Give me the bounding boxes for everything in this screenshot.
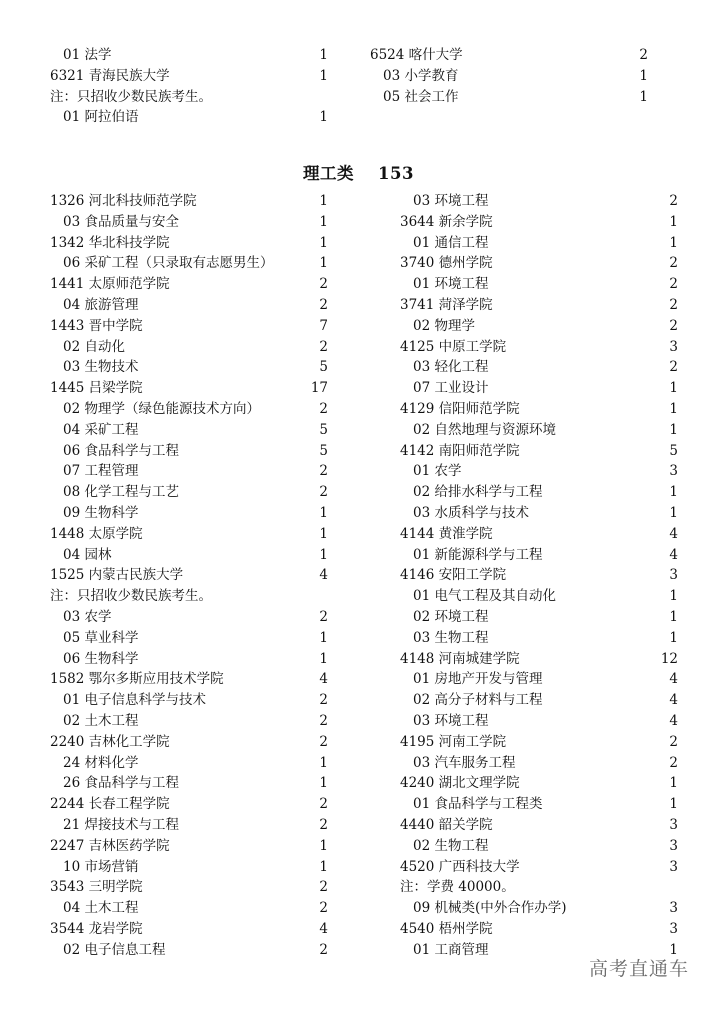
entry-text: 注：学费 40000。 [400, 879, 515, 896]
entry-text: 1582 鄂尔多斯应用技术学院 [50, 671, 224, 688]
entry-text: 21 焊接技术与工程 [63, 816, 179, 833]
entry-text: 04 土木工程 [63, 900, 139, 917]
entry-count: 5 [669, 442, 678, 459]
entry-text: 02 自然地理与资源环境 [413, 421, 556, 438]
entry-text: 01 新能源科学与工程 [413, 546, 543, 563]
entry-text: 02 高分子材料与工程 [413, 692, 543, 709]
top-left-column [50, 45, 328, 128]
entry-count: 1 [669, 941, 678, 958]
entry-count: 1 [669, 380, 678, 397]
school-row [400, 565, 678, 586]
major-row [400, 898, 678, 919]
entry-text: 2244 长春工程学院 [50, 796, 170, 813]
entry-text: 06 采矿工程（只录取有志愿男生） [63, 255, 274, 272]
entry-count: 2 [319, 338, 328, 355]
entry-text: 04 园林 [63, 546, 112, 563]
entry-text: 02 物理学（绿色能源技术方向） [63, 400, 260, 417]
school-row [400, 295, 678, 316]
entry-text: 02 环境工程 [413, 608, 489, 625]
entry-text: 06 食品科学与工程 [63, 442, 179, 459]
entry-count: 1 [319, 837, 328, 854]
entry-text: 2240 吉林化工学院 [50, 733, 170, 750]
entry-count: 2 [669, 359, 678, 376]
entry-text: 03 食品质量与安全 [63, 213, 179, 230]
major-row [400, 607, 678, 628]
entry-count: 4 [669, 671, 678, 688]
entry-text: 4520 广西科技大学 [400, 858, 520, 875]
entry-count: 2 [669, 193, 678, 209]
entry-count: 2 [319, 941, 328, 958]
entry-count: 1 [669, 629, 678, 646]
section-heading [0, 160, 717, 184]
entry-count: 2 [669, 255, 678, 272]
major-row [400, 274, 678, 295]
entry-text: 01 工商管理 [413, 941, 489, 958]
entry-text: 08 化学工程与工艺 [63, 484, 179, 501]
school-row [400, 441, 678, 462]
entry-text: 02 给排水科学与工程 [413, 484, 543, 501]
entry-count: 1 [669, 213, 678, 230]
school-row [400, 919, 678, 940]
school-row [50, 524, 328, 545]
school-row [400, 399, 678, 420]
entry-text: 07 工程管理 [63, 463, 139, 480]
entry-count: 2 [319, 733, 328, 750]
major-row [50, 898, 328, 919]
entry-text: 注：只招收少数民族考生。 [50, 588, 212, 605]
entry-text: 01 通信工程 [413, 234, 489, 251]
top-right-column [370, 45, 648, 107]
entry-text: 01 农学 [413, 463, 462, 480]
entry-count: 17 [310, 380, 328, 397]
note-row [50, 87, 328, 108]
entry-text: 6524 喀什大学 [370, 47, 463, 63]
entry-text: 4144 黄淮学院 [400, 525, 493, 542]
entry-count: 3 [669, 816, 678, 833]
entry-count: 12 [660, 650, 678, 667]
major-row [400, 711, 678, 732]
note-row [50, 586, 328, 607]
major-row [50, 690, 328, 711]
entry-text: 02 生物工程 [413, 837, 489, 854]
entry-text: 03 生物工程 [413, 629, 489, 646]
school-row [400, 732, 678, 753]
entry-text: 03 农学 [63, 608, 112, 625]
entry-text: 1342 华北科技学院 [50, 234, 170, 251]
school-row [400, 337, 678, 358]
entry-text: 3543 三明学院 [50, 879, 143, 896]
major-row [50, 441, 328, 462]
entry-text: 06 生物科学 [63, 650, 139, 667]
school-row [50, 877, 328, 898]
major-row [400, 191, 678, 212]
major-row [50, 753, 328, 774]
entry-text: 26 食品科学与工程 [63, 775, 179, 792]
entry-text: 04 采矿工程 [63, 421, 139, 438]
entry-count: 1 [669, 775, 678, 792]
entry-count: 1 [319, 629, 328, 646]
entry-count: 1 [319, 109, 328, 126]
entry-text: 4240 湖北文理学院 [400, 775, 520, 792]
major-row [400, 669, 678, 690]
entry-count: 2 [319, 816, 328, 833]
entry-text: 1445 吕梁学院 [50, 380, 143, 397]
entry-count: 3 [669, 858, 678, 875]
school-row [400, 253, 678, 274]
school-row [50, 233, 328, 254]
entry-text: 6321 青海民族大学 [50, 67, 170, 84]
watermark-text: 高考直通车 [588, 958, 689, 980]
entry-text: 07 工业设计 [413, 380, 489, 397]
school-row [50, 919, 328, 940]
entry-count: 3 [669, 920, 678, 937]
entry-count: 4 [319, 567, 328, 584]
entry-count: 1 [639, 67, 648, 84]
entry-text: 3741 菏泽学院 [400, 296, 493, 313]
school-row [50, 565, 328, 586]
entry-count: 3 [669, 463, 678, 480]
entry-text: 03 小学教育 [383, 67, 459, 84]
entry-count: 2 [319, 692, 328, 709]
school-row [400, 773, 678, 794]
entry-count: 2 [319, 276, 328, 293]
major-row [50, 607, 328, 628]
entry-count: 1 [669, 421, 678, 438]
school-row [50, 732, 328, 753]
main-left-column [50, 191, 328, 960]
major-row [370, 87, 648, 108]
major-row [50, 711, 328, 732]
entry-text: 01 食品科学与工程类 [413, 796, 543, 813]
entry-text: 09 生物科学 [63, 504, 139, 521]
entry-text: 03 轻化工程 [413, 359, 489, 376]
entry-text: 03 环境工程 [413, 712, 489, 729]
entry-count: 4 [669, 525, 678, 542]
major-row [400, 628, 678, 649]
major-row [400, 753, 678, 774]
school-row [400, 649, 678, 670]
major-row [50, 545, 328, 566]
major-row [400, 586, 678, 607]
school-row [50, 274, 328, 295]
major-row [50, 107, 328, 128]
main-right-column [400, 191, 678, 960]
entry-count: 5 [319, 359, 328, 376]
entry-text: 02 电子信息工程 [63, 941, 166, 958]
entry-text: 05 社会工作 [383, 88, 459, 105]
major-row [50, 420, 328, 441]
entry-count: 2 [319, 463, 328, 480]
major-row [50, 815, 328, 836]
major-row [400, 233, 678, 254]
entry-text: 01 电子信息科学与技术 [63, 692, 206, 709]
entry-text: 02 自动化 [63, 338, 125, 355]
entry-count: 4 [319, 920, 328, 937]
entry-count: 2 [319, 712, 328, 729]
major-row [50, 399, 328, 420]
entry-count: 1 [319, 255, 328, 272]
entry-count: 7 [319, 317, 328, 334]
entry-text: 03 生物技术 [63, 359, 139, 376]
entry-text: 03 汽车服务工程 [413, 754, 516, 771]
entry-text: 注：只招收少数民族考生。 [50, 88, 212, 105]
entry-count: 2 [319, 296, 328, 313]
entry-count: 1 [319, 546, 328, 563]
entry-count: 2 [669, 276, 678, 293]
major-row [400, 357, 678, 378]
entry-count: 2 [669, 754, 678, 771]
major-row [50, 337, 328, 358]
entry-text: 2247 吉林医药学院 [50, 837, 170, 854]
entry-text: 01 环境工程 [413, 276, 489, 293]
entry-text: 1443 晋中学院 [50, 317, 143, 334]
major-row [400, 420, 678, 441]
major-row [50, 773, 328, 794]
entry-count: 1 [669, 588, 678, 605]
school-row [400, 857, 678, 878]
major-row [50, 649, 328, 670]
entry-text: 4540 梧州学院 [400, 920, 493, 937]
major-row [400, 690, 678, 711]
school-row [50, 316, 328, 337]
entry-count: 2 [319, 608, 328, 625]
entry-count: 1 [319, 193, 328, 209]
entry-count: 1 [669, 234, 678, 251]
entry-count: 5 [319, 421, 328, 438]
entry-count: 2 [319, 879, 328, 896]
entry-count: 1 [319, 47, 328, 63]
entry-text: 4195 河南工学院 [400, 733, 507, 750]
entry-count: 2 [639, 47, 648, 63]
entry-text: 10 市场营销 [63, 858, 139, 875]
entry-count: 1 [319, 858, 328, 875]
entry-count: 2 [319, 484, 328, 501]
school-row [50, 669, 328, 690]
entry-text: 01 法学 [63, 47, 112, 63]
major-row [50, 482, 328, 503]
entry-count: 2 [669, 317, 678, 334]
school-row [400, 815, 678, 836]
major-row [50, 357, 328, 378]
school-row [50, 378, 328, 399]
entry-count: 4 [669, 546, 678, 563]
entry-text: 05 草业科学 [63, 629, 139, 646]
entry-count: 1 [319, 650, 328, 667]
entry-count: 1 [669, 400, 678, 417]
entry-count: 3 [669, 338, 678, 355]
major-row [400, 794, 678, 815]
major-row [400, 836, 678, 857]
entry-count: 1 [669, 504, 678, 521]
entry-count: 4 [669, 692, 678, 709]
major-row [50, 461, 328, 482]
entry-count: 5 [319, 442, 328, 459]
entry-text: 01 房地产开发与管理 [413, 671, 543, 688]
major-row [50, 857, 328, 878]
school-row [50, 836, 328, 857]
major-row [50, 940, 328, 961]
entry-count: 1 [669, 796, 678, 813]
entry-text: 24 材料化学 [63, 754, 139, 771]
entry-count: 1 [319, 67, 328, 84]
major-row [50, 503, 328, 524]
school-row [370, 45, 648, 66]
entry-text: 1448 太原学院 [50, 525, 143, 542]
entry-text: 3544 龙岩学院 [50, 920, 143, 937]
major-row [400, 461, 678, 482]
major-row [370, 66, 648, 87]
entry-text: 04 旅游管理 [63, 296, 139, 313]
school-row [400, 524, 678, 545]
entry-count: 1 [319, 234, 328, 251]
major-row [50, 45, 328, 66]
entry-text: 4146 安阳工学院 [400, 567, 507, 584]
entry-text: 09 机械类(中外合作办学) [413, 900, 567, 917]
major-row [400, 545, 678, 566]
note-row [400, 877, 678, 898]
school-row [50, 191, 328, 212]
entry-text: 03 环境工程 [413, 193, 489, 209]
entry-count: 2 [669, 733, 678, 750]
entry-text: 1326 河北科技师范学院 [50, 193, 197, 209]
entry-text: 1441 太原师范学院 [50, 276, 170, 293]
entry-text: 01 电气工程及其自动化 [413, 588, 556, 605]
entry-count: 1 [319, 775, 328, 792]
entry-count: 1 [669, 608, 678, 625]
major-row [50, 212, 328, 233]
section-count: 153 [378, 164, 414, 183]
entry-text: 4440 韶关学院 [400, 816, 493, 833]
entry-text: 4129 信阳师范学院 [400, 400, 520, 417]
entry-count: 1 [319, 213, 328, 230]
entry-text: 3644 新余学院 [400, 213, 493, 230]
entry-count: 4 [669, 712, 678, 729]
entry-count: 4 [319, 671, 328, 688]
entry-count: 1 [669, 484, 678, 501]
entry-count: 2 [319, 400, 328, 417]
entry-text: 01 阿拉伯语 [63, 109, 139, 126]
major-row [400, 378, 678, 399]
school-row [50, 794, 328, 815]
entry-text: 4148 河南城建学院 [400, 650, 520, 667]
school-row [400, 212, 678, 233]
entry-count: 2 [669, 296, 678, 313]
major-row [50, 295, 328, 316]
entry-count: 1 [319, 525, 328, 542]
major-row [400, 503, 678, 524]
entry-count: 1 [319, 504, 328, 521]
entry-count: 3 [669, 567, 678, 584]
entry-text: 02 土木工程 [63, 712, 139, 729]
entry-text: 3740 德州学院 [400, 255, 493, 272]
entry-count: 2 [319, 796, 328, 813]
entry-text: 02 物理学 [413, 317, 475, 334]
entry-count: 1 [639, 88, 648, 105]
entry-count: 3 [669, 900, 678, 917]
major-row [50, 253, 328, 274]
entry-count: 3 [669, 837, 678, 854]
major-row [400, 482, 678, 503]
entry-count: 2 [319, 900, 328, 917]
entry-text: 03 水质科学与技术 [413, 504, 529, 521]
major-row [50, 628, 328, 649]
school-row [50, 66, 328, 87]
entry-text: 1525 内蒙古民族大学 [50, 567, 184, 584]
entry-count: 1 [319, 754, 328, 771]
major-row [400, 316, 678, 337]
entry-text: 4142 南阳师范学院 [400, 442, 520, 459]
entry-text: 4125 中原工学院 [400, 338, 507, 355]
section-title: 理工类 [303, 164, 355, 183]
